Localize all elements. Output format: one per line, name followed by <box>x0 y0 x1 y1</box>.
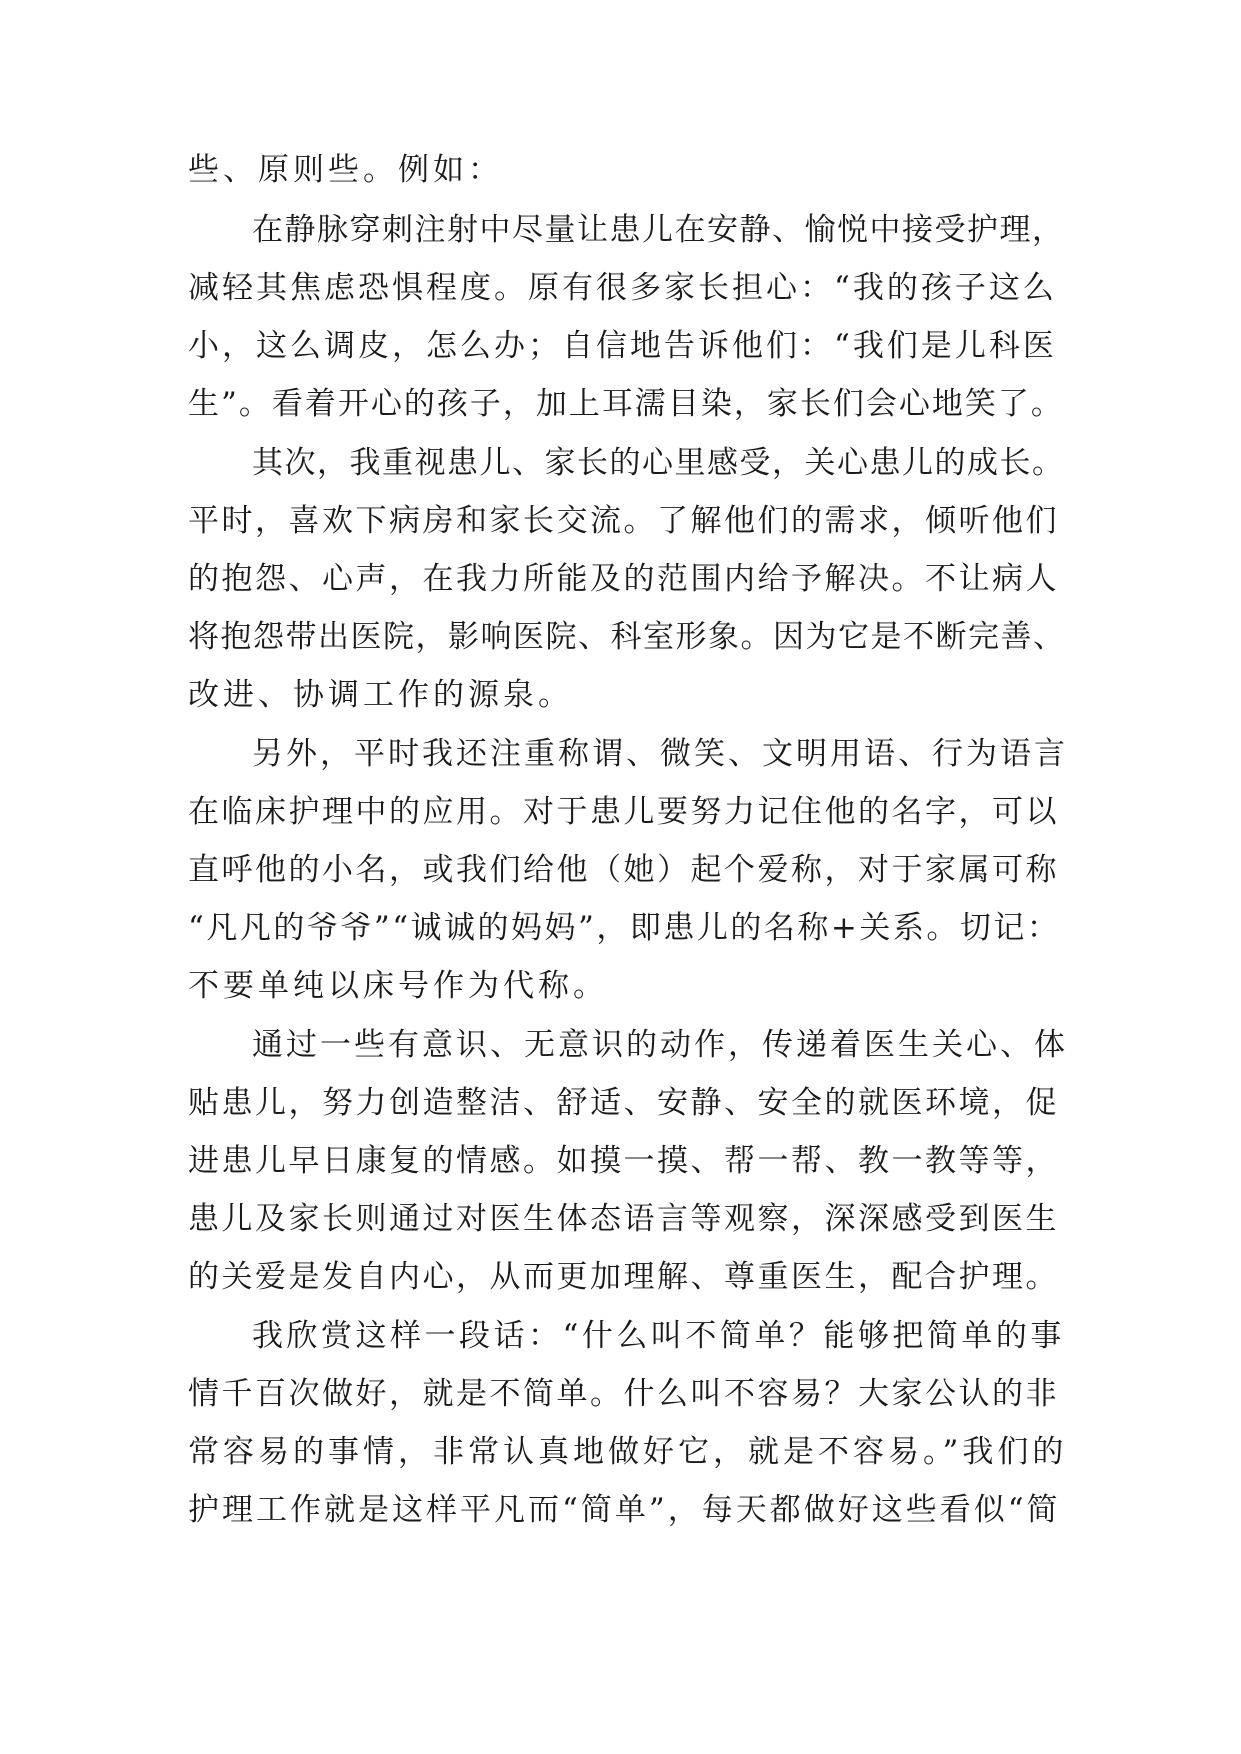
text-line: 减轻其焦虑恐惧程度。原有很多家长担心：“我的孩子这么 <box>188 270 1057 306</box>
text-line: “凡凡的爷爷”“诚诚的妈妈”，即患儿的名称+关系。切记： <box>188 910 1061 946</box>
text-line: 贴患儿，努力创造整洁、舒适、安静、安全的就医环境，促 <box>188 1085 1059 1121</box>
text-line: 生”。看着开心的孩子，加上耳濡目染，家长们会心地笑了。 <box>188 386 1064 422</box>
text-line: 情千百次做好，就是不简单。什么叫不容易？大家公认的非 <box>188 1376 1059 1412</box>
text-line: 将抱怨带出医院，影响医院、科室形象。因为它是不断完善、 <box>188 619 1066 655</box>
paragraph-first-line: 其次，我重视患儿、家长的心里感受，关心患儿的成长。 <box>252 445 1065 481</box>
text-line: 常容易的事情，非常认真地做好它，就是不容易。”我们的 <box>188 1434 1068 1470</box>
text-line: 直呼他的小名，或我们给他（她）起个爱称，对于家属可称 <box>188 852 1059 888</box>
text-line: 患儿及家长则通过对医生体态语言等观察，深深感受到医生 <box>188 1201 1059 1237</box>
paragraph-first-line: 通过一些有意识、无意识的动作，传递着医生关心、体 <box>252 1027 1068 1063</box>
text-line: 改进、协调工作的源泉。 <box>188 677 573 713</box>
text-line: 在临床护理中的应用。对于患儿要努力记住他的名字，可以 <box>188 794 1059 830</box>
paragraph-first-line: 我欣赏这样一段话：“什么叫不简单？能够把简单的事 <box>252 1318 1065 1354</box>
text-line: 护理工作就是这样平凡而“简单”，每天都做好这些看似“简 <box>188 1492 1061 1528</box>
text-line: 小，这么调皮，怎么办；自信地告诉他们：“我们是儿科医 <box>188 328 1057 364</box>
text-line: 不要单纯以床号作为代称。 <box>188 968 608 1004</box>
text-line: 些、原则些。例如： <box>188 152 503 188</box>
text-line: 平时，喜欢下病房和家长交流。了解他们的需求，倾听他们 <box>188 503 1059 539</box>
paragraph-first-line: 另外，平时我还注重称谓、微笑、文明用语、行为语言 <box>252 736 1068 772</box>
text-line: 的关爱是发自内心，从而更加理解、尊重医生，配合护理。 <box>188 1259 1059 1295</box>
text-line: 的抱怨、心声，在我力所能及的范围内给予解决。不让病人 <box>188 561 1059 597</box>
text-line: 进患儿早日康复的情感。如摸一摸、帮一帮、教一教等等， <box>188 1143 1059 1179</box>
paragraph-first-line: 在静脉穿刺注射中尽量让患儿在安静、愉悦中接受护理， <box>252 212 1065 248</box>
